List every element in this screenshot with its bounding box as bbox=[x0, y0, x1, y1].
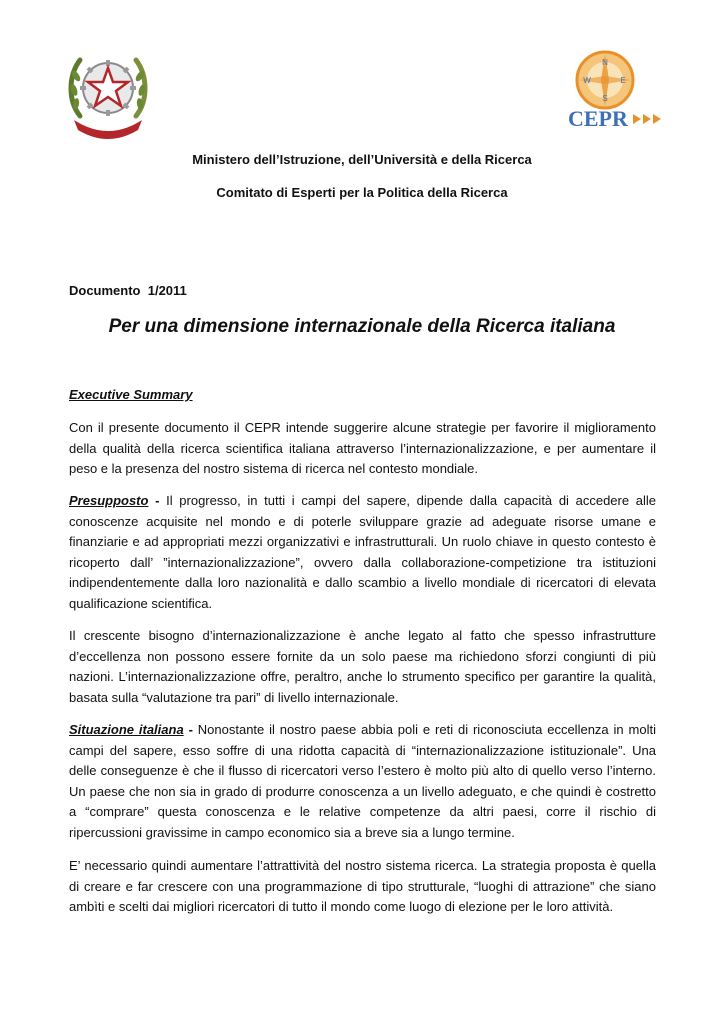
strategia-paragraph: E’ necessario quindi aumentare l’attrattività del nostro sistema ricerca. La strategia proposta è quella di creare e far crescere con una programmazione di tipo strutturale, “luoghi di attrazione” che siano ambìti e scelti dai migliori ricercatori di tutto il mondo come luogo di elezione per le loro attività. bbox=[69, 858, 656, 915]
ministry-name: Ministero dell’Istruzione, dell’Università e della Ricerca bbox=[192, 152, 532, 167]
italian-republic-emblem bbox=[66, 46, 150, 140]
situazione-paragraph bbox=[69, 720, 656, 844]
emblem-icon bbox=[66, 46, 150, 140]
presupposto-paragraph bbox=[69, 491, 656, 615]
document-number: Documento 1/2011 bbox=[69, 283, 187, 298]
document-title: Per una dimensione internazionale della Ricerca italiana bbox=[108, 316, 616, 337]
svg-text:W: W bbox=[583, 76, 591, 85]
svg-text:S: S bbox=[602, 94, 608, 103]
intro-paragraph: Con il presente documento il CEPR intende suggerire alcune strategie per favorire il miglioramento della qualità della ricerca scientifica italiana attraverso l’internazionalizzazione, e per aumentare il peso e la presenza del nostro sistema di ricerca nel contesto mondiale. bbox=[69, 420, 656, 477]
committee-name: Comitato di Esperti per la Politica della Ricerca bbox=[216, 185, 508, 200]
presupposto-label: Presupposto bbox=[69, 493, 149, 508]
presupposto-dash: - bbox=[148, 493, 167, 508]
svg-text:N: N bbox=[602, 58, 608, 67]
bisogno-paragraph: Il crescente bisogno d’internazionalizzazione è anche legato al fatto che spesso infrastrutture d’eccellenza non possono essere fornite da un solo paese ma richiedono sforzi congiunti di più nazioni. L’internazionalizzazione offre, peraltro, anche lo strumento specifico per garantire la qualità, basata sulla “valutazione tra pari” di livello internazionale. bbox=[69, 628, 656, 705]
cepr-logo bbox=[565, 48, 670, 132]
svg-text:CEPR: CEPR bbox=[568, 106, 628, 131]
compass-icon bbox=[565, 48, 670, 132]
svg-text:E: E bbox=[620, 76, 626, 85]
situazione-dash: - bbox=[183, 722, 198, 737]
executive-summary-heading: Executive Summary bbox=[69, 387, 193, 402]
presupposto-text: Il progresso, in tutti i campi del sapere, dipende dalla capacità di accedere alle conoscenze acquisite nel mondo e di poterle sviluppare grazie ad adeguate risorse umane e finanziarie e ad appropriati mezzi organizzativi e infrastrutturali. Un ruolo chiave in questo contesto è ricoperto dall’ ”internazionalizzazione”, ovvero dalla collaborazione-competizione tra istituzioni indipendentemente dalla loro nazionalità e dallo scambio a livello mondiale di ricercatori di elevata qualificazione scientifica. bbox=[69, 493, 656, 611]
situazione-text: Nonostante il nostro paese abbia poli e reti di riconosciuta eccellenza in molti campi del sapere, esso soffre di una ridotta capacità di “internazionalizzazione istituzionale”. Una delle conseguenze è che il flusso di ricercatori verso l’estero è molto più alto di quello verso l’interno. Un paese che non sia in grado di produrre conoscenza a un livello adeguato, e che quindi è costretto a “comprare” questa conoscenza e le relative competenze da altri paesi, corre il rischio di ripercussioni gravissime in campo economico sia a breve sia a lungo termine. bbox=[69, 722, 656, 840]
situazione-label: Situazione italiana bbox=[69, 722, 184, 737]
